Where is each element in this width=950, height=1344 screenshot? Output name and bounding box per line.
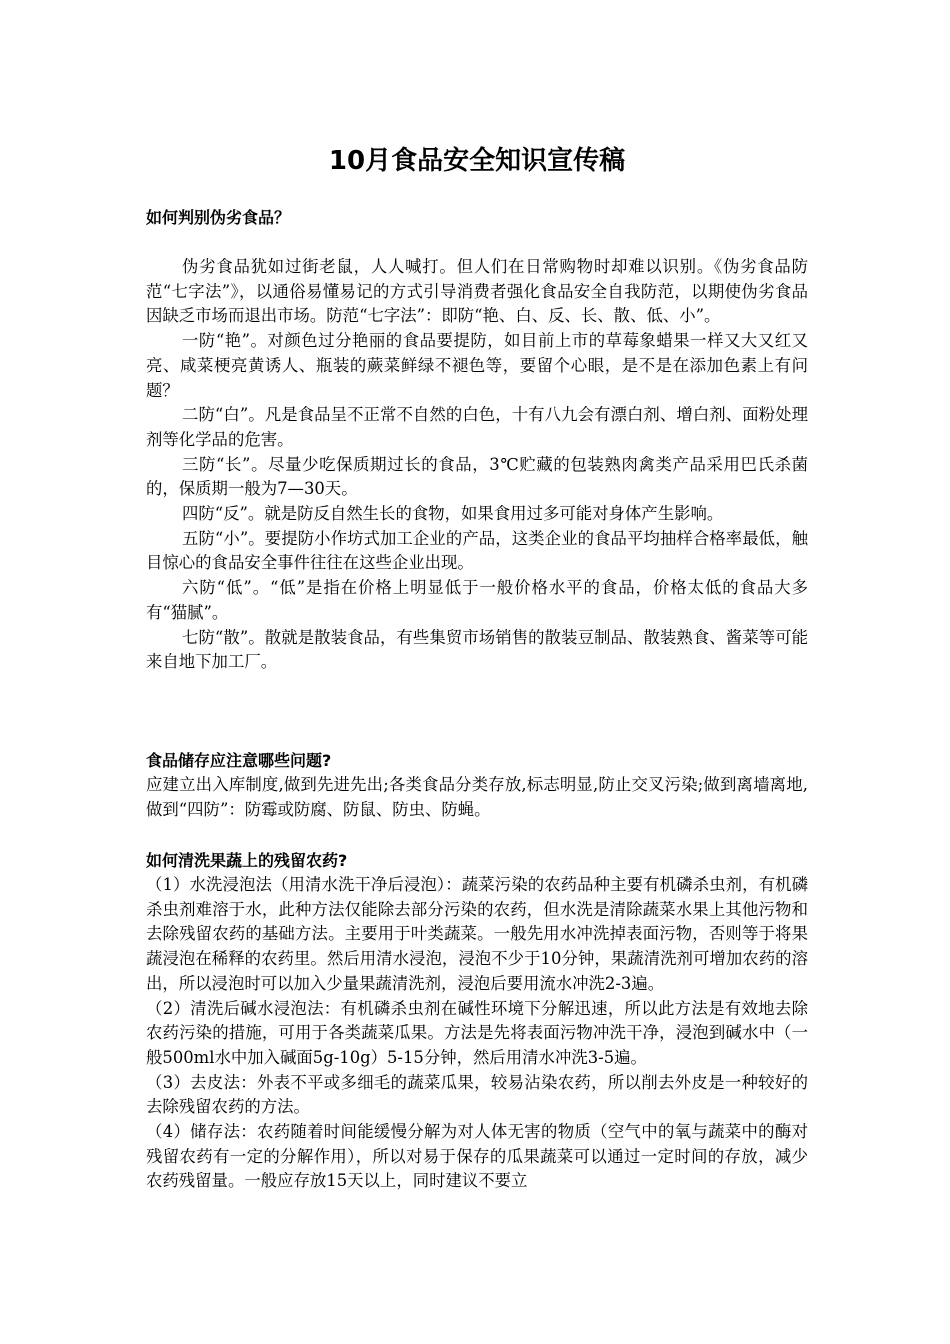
document-title: 10月食品安全知识宣传稿 <box>328 146 626 176</box>
section-heading: 如何清洗果蔬上的残留农药? <box>146 851 348 870</box>
paragraph: （1）水洗浸泡法（用清水洗干净后浸泡）：蔬菜污染的农药品种主要有机磷杀虫剂，有机磷杀虫剂难溶于水，此种方法仅能除去部分污染的农药，但水洗是清除蔬菜水果上其他污物和去除残留农药的基础方法。主要用于叶类蔬菜。一般先用水冲洗掉表面污物，否则等于将果蔬浸泡在稀释的农药里。然后用清水浸泡，浸泡不少于10分钟，果蔬清洗剂可增加农药的溶出，所以浸泡时可以加入少量果蔬清洗剂，浸泡后要用流水冲洗2-3遍。 <box>146 875 808 993</box>
paragraph: 五防“小”。要提防小作坊式加工企业的产品，这类企业的食品平均抽样合格率最低，触目惊心的食品安全事件往往在这些企业出现。 <box>146 528 808 573</box>
section-heading: 食品储存应注意哪些问题? <box>146 751 332 770</box>
paragraph: （2）清洗后碱水浸泡法：有机磷杀虫剂在碱性环境下分解迅速，所以此方法是有效地去除农药污染的措施，可用于各类蔬菜瓜果。方法是先将表面污物冲洗干净，浸泡到碱水中（一般500ml水中加入碱面5g-10g）5-15分钟，然后用清水冲洗3-5遍。 <box>146 998 808 1067</box>
paragraph: （4）储存法：农药随着时间能缓慢分解为对人体无害的物质（空气中的氧与蔬菜中的酶对残留农药有一定的分解作用），所以对易于保存的瓜果蔬菜可以通过一定时间的存放，减少农药残留量。一般应存放15天以上，同时建议不要立 <box>146 1122 808 1191</box>
paragraph: 四防“反”。就是防反自然生长的食物，如果食用过多可能对身体产生影响。 <box>182 504 724 524</box>
section-food-storage <box>146 748 808 822</box>
section-pesticide-cleaning <box>146 848 808 1194</box>
section-heading: 如何判别伪劣食品？ <box>146 208 291 227</box>
paragraph: （3）去皮法：外表不平或多细毛的蔬菜瓜果，较易沾染农药，所以削去外皮是一种较好的去除残留农药的方法。 <box>146 1072 808 1117</box>
paragraph: 伪劣食品犹如过街老鼠，人人喊打。但人们在日常购物时却难以识别。《伪劣食品防范“七字法”》，以通俗易懂易记的方式引导消费者强化食品安全自我防范，以期使伪劣食品因缺乏市场而退出市场。防范“七字法”：即防“艳、白、反、长、散、低、小”。 <box>146 257 808 326</box>
section-fake-food <box>146 205 808 675</box>
paragraph: 应建立出入库制度,做到先进先出;各类食品分类存放,标志明显,防止交叉污染;做到离墙离地,做到“四防”：防霉或防腐、防鼠、防虫、防蝇。 <box>146 775 808 819</box>
paragraph: 一防“艳”。对颜色过分艳丽的食品要提防，如目前上市的草莓象蜡果一样又大又红又亮、咸菜梗亮黄诱人、瓶装的蕨菜鲜绿不褪色等，要留个心眼，是不是在添加色素上有问题？ <box>146 331 808 400</box>
paragraph: 三防“长”。尽量少吃保质期过长的食品，3℃贮藏的包装熟肉禽类产品采用巴氏杀菌的，保质期一般为7—30天。 <box>146 454 808 499</box>
paragraph: 二防“白”。凡是食品呈不正常不自然的白色，十有八九会有漂白剂、增白剂、面粉处理剂等化学品的危害。 <box>146 405 808 449</box>
paragraph: 六防“低”。“低”是指在价格上明显低于一般价格水平的食品，价格太低的食品大多有“猫腻”。 <box>146 578 808 622</box>
paragraph: 七防“散”。散就是散装食品，有些集贸市场销售的散装豆制品、散装熟食、酱菜等可能来自地下加工厂。 <box>146 627 808 672</box>
